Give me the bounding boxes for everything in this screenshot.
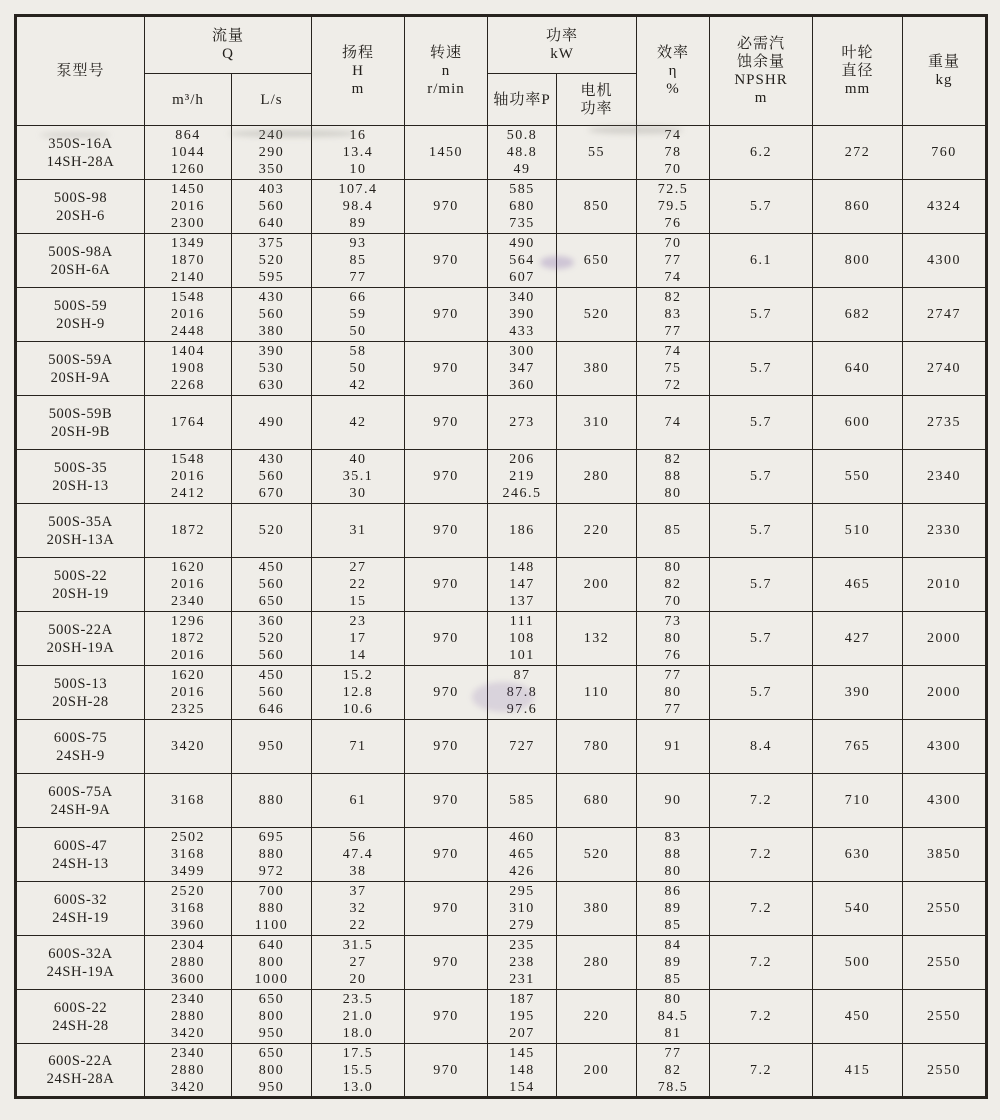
cell-flow-ls: 450 560 650 <box>232 558 312 612</box>
cell-shaft-power: 87 87.8 97.6 <box>488 666 557 720</box>
cell-impeller-diameter: 640 <box>813 342 903 396</box>
cell-impeller-diameter: 510 <box>813 504 903 558</box>
header-label: 泵型号 <box>56 63 105 79</box>
cell-flow-m3h: 2340 2880 3420 <box>145 990 232 1044</box>
cell-npshr: 7.2 <box>710 882 813 936</box>
header-flow-m3h <box>145 74 232 126</box>
cell-efficiency: 91 <box>637 720 710 774</box>
cell-weight: 2000 <box>903 666 987 720</box>
header-label: mm <box>844 81 871 97</box>
cell-efficiency: 83 88 80 <box>637 828 710 882</box>
cell-speed: 970 <box>405 990 488 1044</box>
cell-motor-power: 280 <box>557 936 637 990</box>
header-label: Q <box>222 46 234 62</box>
cell-shaft-power: 273 <box>488 396 557 450</box>
pump-table-body <box>16 126 987 1098</box>
header-label: 扬程 <box>342 45 375 61</box>
cell-npshr: 6.1 <box>710 234 813 288</box>
header-label: n <box>441 63 451 79</box>
table-row <box>16 396 987 450</box>
cell-weight: 2550 <box>903 990 987 1044</box>
cell-impeller-diameter: 415 <box>813 1044 903 1098</box>
cell-shaft-power: 585 680 735 <box>488 180 557 234</box>
table-row <box>16 936 987 990</box>
cell-weight: 2340 <box>903 450 987 504</box>
cell-flow-m3h: 1404 1908 2268 <box>145 342 232 396</box>
cell-flow-m3h: 3168 <box>145 774 232 828</box>
cell-flow-ls: 430 560 670 <box>232 450 312 504</box>
header-label: kW <box>550 46 574 62</box>
cell-head: 23.5 21.0 18.0 <box>312 990 405 1044</box>
cell-flow-m3h: 864 1044 1260 <box>145 126 232 180</box>
cell-motor-power: 200 <box>557 558 637 612</box>
header-label: H <box>352 63 364 79</box>
cell-motor-power: 520 <box>557 288 637 342</box>
table-row <box>16 288 987 342</box>
cell-flow-m3h: 1872 <box>145 504 232 558</box>
table-row <box>16 504 987 558</box>
cell-pump-model: 600S-47 24SH-13 <box>16 828 145 882</box>
cell-weight: 3850 <box>903 828 987 882</box>
cell-weight: 2010 <box>903 558 987 612</box>
cell-npshr: 7.2 <box>710 828 813 882</box>
cell-motor-power: 220 <box>557 504 637 558</box>
cell-pump-model: 600S-32 24SH-19 <box>16 882 145 936</box>
cell-head: 71 <box>312 720 405 774</box>
table-row <box>16 882 987 936</box>
cell-head: 31 <box>312 504 405 558</box>
cell-impeller-diameter: 682 <box>813 288 903 342</box>
header-label: 功率 <box>546 28 579 44</box>
header-label: L/s <box>260 91 283 108</box>
cell-shaft-power: 340 390 433 <box>488 288 557 342</box>
cell-speed: 970 <box>405 882 488 936</box>
cell-head: 23 17 14 <box>312 612 405 666</box>
cell-weight: 4300 <box>903 774 987 828</box>
cell-flow-ls: 650 800 950 <box>232 1044 312 1098</box>
header-impeller-diameter <box>813 16 903 126</box>
cell-speed: 970 <box>405 774 488 828</box>
table-row <box>16 450 987 504</box>
cell-shaft-power: 187 195 207 <box>488 990 557 1044</box>
cell-motor-power: 380 <box>557 882 637 936</box>
header-label: 电机 <box>580 82 613 99</box>
cell-impeller-diameter: 765 <box>813 720 903 774</box>
header-flow-ls <box>232 74 312 126</box>
cell-flow-ls: 650 800 950 <box>232 990 312 1044</box>
cell-flow-m3h: 2520 3168 3960 <box>145 882 232 936</box>
cell-head: 107.4 98.4 89 <box>312 180 405 234</box>
cell-flow-m3h: 2340 2880 3420 <box>145 1044 232 1098</box>
cell-flow-ls: 695 880 972 <box>232 828 312 882</box>
header-label: 重量 <box>928 54 961 70</box>
cell-speed: 970 <box>405 558 488 612</box>
header-pump-model <box>16 16 145 126</box>
cell-weight: 4300 <box>903 234 987 288</box>
cell-pump-model: 600S-22A 24SH-28A <box>16 1044 145 1098</box>
cell-flow-ls: 390 530 630 <box>232 342 312 396</box>
table-row <box>16 126 987 180</box>
cell-pump-model: 500S-59A 20SH-9A <box>16 342 145 396</box>
cell-weight: 2550 <box>903 936 987 990</box>
header-label: NPSHR <box>734 72 788 88</box>
cell-flow-ls: 950 <box>232 720 312 774</box>
cell-shaft-power: 727 <box>488 720 557 774</box>
cell-head: 15.2 12.8 10.6 <box>312 666 405 720</box>
cell-flow-ls: 240 290 350 <box>232 126 312 180</box>
cell-shaft-power: 145 148 154 <box>488 1044 557 1098</box>
cell-speed: 970 <box>405 666 488 720</box>
cell-speed: 970 <box>405 342 488 396</box>
table-header <box>16 16 987 126</box>
cell-speed: 970 <box>405 612 488 666</box>
cell-shaft-power: 460 465 426 <box>488 828 557 882</box>
table-row <box>16 612 987 666</box>
header-label: m <box>351 81 365 97</box>
header-label: r/min <box>427 81 465 97</box>
header-label: 流量 <box>212 28 245 44</box>
cell-head: 56 47.4 38 <box>312 828 405 882</box>
cell-npshr: 7.2 <box>710 1044 813 1098</box>
cell-pump-model: 600S-22 24SH-28 <box>16 990 145 1044</box>
cell-efficiency: 77 82 78.5 <box>637 1044 710 1098</box>
cell-head: 61 <box>312 774 405 828</box>
cell-impeller-diameter: 630 <box>813 828 903 882</box>
cell-flow-ls: 375 520 595 <box>232 234 312 288</box>
cell-flow-m3h: 3420 <box>145 720 232 774</box>
cell-flow-m3h: 1349 1870 2140 <box>145 234 232 288</box>
cell-flow-m3h: 1764 <box>145 396 232 450</box>
cell-efficiency: 72.5 79.5 76 <box>637 180 710 234</box>
cell-pump-model: 500S-59 20SH-9 <box>16 288 145 342</box>
cell-impeller-diameter: 450 <box>813 990 903 1044</box>
cell-efficiency: 84 89 85 <box>637 936 710 990</box>
cell-efficiency: 74 78 70 <box>637 126 710 180</box>
cell-flow-m3h: 1548 2016 2412 <box>145 450 232 504</box>
header-label: 效率 <box>657 45 690 61</box>
cell-impeller-diameter: 540 <box>813 882 903 936</box>
cell-flow-ls: 520 <box>232 504 312 558</box>
table-row <box>16 558 987 612</box>
cell-head: 42 <box>312 396 405 450</box>
cell-shaft-power: 585 <box>488 774 557 828</box>
cell-efficiency: 82 83 77 <box>637 288 710 342</box>
cell-flow-ls: 700 880 1100 <box>232 882 312 936</box>
cell-motor-power: 380 <box>557 342 637 396</box>
cell-npshr: 7.2 <box>710 774 813 828</box>
cell-pump-model: 500S-13 20SH-28 <box>16 666 145 720</box>
cell-motor-power: 110 <box>557 666 637 720</box>
cell-motor-power: 780 <box>557 720 637 774</box>
header-label: 功率 <box>580 100 613 117</box>
cell-flow-ls: 490 <box>232 396 312 450</box>
cell-efficiency: 74 <box>637 396 710 450</box>
cell-flow-ls: 430 560 380 <box>232 288 312 342</box>
table-row <box>16 1044 987 1098</box>
cell-head: 93 85 77 <box>312 234 405 288</box>
cell-npshr: 6.2 <box>710 126 813 180</box>
cell-npshr: 5.7 <box>710 342 813 396</box>
cell-flow-m3h: 1548 2016 2448 <box>145 288 232 342</box>
cell-speed: 970 <box>405 720 488 774</box>
cell-npshr: 7.2 <box>710 990 813 1044</box>
cell-flow-m3h: 1450 2016 2300 <box>145 180 232 234</box>
header-label: 转速 <box>430 45 463 61</box>
cell-speed: 970 <box>405 1044 488 1098</box>
cell-speed: 970 <box>405 936 488 990</box>
cell-pump-model: 500S-22 20SH-19 <box>16 558 145 612</box>
cell-efficiency: 86 89 85 <box>637 882 710 936</box>
cell-shaft-power: 300 347 360 <box>488 342 557 396</box>
header-efficiency <box>637 16 710 126</box>
cell-npshr: 5.7 <box>710 558 813 612</box>
cell-speed: 970 <box>405 396 488 450</box>
cell-impeller-diameter: 427 <box>813 612 903 666</box>
cell-pump-model: 500S-22A 20SH-19A <box>16 612 145 666</box>
cell-efficiency: 80 84.5 81 <box>637 990 710 1044</box>
cell-shaft-power: 186 <box>488 504 557 558</box>
cell-head: 16 13.4 10 <box>312 126 405 180</box>
cell-efficiency: 85 <box>637 504 710 558</box>
header-speed <box>405 16 488 126</box>
cell-weight: 760 <box>903 126 987 180</box>
cell-flow-ls: 450 560 646 <box>232 666 312 720</box>
header-flow <box>145 16 312 74</box>
cell-flow-ls: 360 520 560 <box>232 612 312 666</box>
cell-npshr: 5.7 <box>710 180 813 234</box>
cell-impeller-diameter: 710 <box>813 774 903 828</box>
cell-npshr: 5.7 <box>710 288 813 342</box>
table-row <box>16 774 987 828</box>
header-label: 叶轮 <box>841 45 874 61</box>
cell-efficiency: 73 80 76 <box>637 612 710 666</box>
cell-motor-power: 280 <box>557 450 637 504</box>
cell-shaft-power: 148 147 137 <box>488 558 557 612</box>
cell-speed: 970 <box>405 288 488 342</box>
cell-motor-power: 680 <box>557 774 637 828</box>
cell-speed: 970 <box>405 180 488 234</box>
cell-flow-m3h: 2304 2880 3600 <box>145 936 232 990</box>
table-row <box>16 720 987 774</box>
cell-pump-model: 500S-98 20SH-6 <box>16 180 145 234</box>
header-shaft-power <box>488 74 557 126</box>
cell-pump-model: 600S-75 24SH-9 <box>16 720 145 774</box>
header-label: η <box>668 63 678 79</box>
cell-efficiency: 82 88 80 <box>637 450 710 504</box>
cell-weight: 2747 <box>903 288 987 342</box>
cell-head: 40 35.1 30 <box>312 450 405 504</box>
cell-head: 58 50 42 <box>312 342 405 396</box>
cell-npshr: 8.4 <box>710 720 813 774</box>
cell-efficiency: 74 75 72 <box>637 342 710 396</box>
cell-weight: 2550 <box>903 1044 987 1098</box>
table-row <box>16 666 987 720</box>
cell-flow-m3h: 1620 2016 2325 <box>145 666 232 720</box>
cell-motor-power: 650 <box>557 234 637 288</box>
cell-speed: 970 <box>405 450 488 504</box>
cell-motor-power: 220 <box>557 990 637 1044</box>
cell-head: 37 32 22 <box>312 882 405 936</box>
cell-shaft-power: 206 219 246.5 <box>488 450 557 504</box>
cell-shaft-power: 490 564 607 <box>488 234 557 288</box>
cell-speed: 970 <box>405 234 488 288</box>
header-label: m³/h <box>172 91 204 108</box>
cell-head: 17.5 15.5 13.0 <box>312 1044 405 1098</box>
header-label: m <box>754 90 768 106</box>
cell-npshr: 7.2 <box>710 936 813 990</box>
cell-head: 66 59 50 <box>312 288 405 342</box>
cell-impeller-diameter: 272 <box>813 126 903 180</box>
cell-motor-power: 132 <box>557 612 637 666</box>
header-label: % <box>666 81 680 97</box>
pump-spec-table <box>14 14 988 1099</box>
cell-flow-ls: 880 <box>232 774 312 828</box>
cell-weight: 2550 <box>903 882 987 936</box>
cell-pump-model: 500S-35A 20SH-13A <box>16 504 145 558</box>
cell-weight: 4324 <box>903 180 987 234</box>
cell-flow-m3h: 1296 1872 2016 <box>145 612 232 666</box>
cell-speed: 970 <box>405 504 488 558</box>
cell-npshr: 5.7 <box>710 612 813 666</box>
table-row <box>16 828 987 882</box>
cell-npshr: 5.7 <box>710 450 813 504</box>
cell-efficiency: 80 82 70 <box>637 558 710 612</box>
cell-efficiency: 90 <box>637 774 710 828</box>
header-label: 蚀余量 <box>737 54 786 70</box>
cell-pump-model: 500S-59B 20SH-9B <box>16 396 145 450</box>
cell-head: 31.5 27 20 <box>312 936 405 990</box>
table-row <box>16 990 987 1044</box>
cell-shaft-power: 111 108 101 <box>488 612 557 666</box>
cell-pump-model: 500S-98A 20SH-6A <box>16 234 145 288</box>
cell-impeller-diameter: 860 <box>813 180 903 234</box>
cell-pump-model: 600S-75A 24SH-9A <box>16 774 145 828</box>
cell-flow-ls: 403 560 640 <box>232 180 312 234</box>
cell-impeller-diameter: 600 <box>813 396 903 450</box>
cell-impeller-diameter: 390 <box>813 666 903 720</box>
cell-pump-model: 350S-16A 14SH-28A <box>16 126 145 180</box>
cell-shaft-power: 235 238 231 <box>488 936 557 990</box>
cell-efficiency: 70 77 74 <box>637 234 710 288</box>
cell-motor-power: 55 <box>557 126 637 180</box>
table-row <box>16 234 987 288</box>
header-motor-power <box>557 74 637 126</box>
cell-flow-ls: 640 800 1000 <box>232 936 312 990</box>
header-weight <box>903 16 987 126</box>
header-label: 轴功率P <box>493 91 551 108</box>
cell-motor-power: 310 <box>557 396 637 450</box>
cell-motor-power: 850 <box>557 180 637 234</box>
cell-motor-power: 200 <box>557 1044 637 1098</box>
header-npshr <box>710 16 813 126</box>
cell-speed: 970 <box>405 828 488 882</box>
cell-head: 27 22 15 <box>312 558 405 612</box>
cell-weight: 2735 <box>903 396 987 450</box>
cell-weight: 4300 <box>903 720 987 774</box>
cell-shaft-power: 50.8 48.8 49 <box>488 126 557 180</box>
cell-npshr: 5.7 <box>710 396 813 450</box>
header-label: 必需汽 <box>737 36 786 52</box>
cell-shaft-power: 295 310 279 <box>488 882 557 936</box>
cell-impeller-diameter: 550 <box>813 450 903 504</box>
cell-efficiency: 77 80 77 <box>637 666 710 720</box>
cell-pump-model: 500S-35 20SH-13 <box>16 450 145 504</box>
cell-motor-power: 520 <box>557 828 637 882</box>
cell-pump-model: 600S-32A 24SH-19A <box>16 936 145 990</box>
table-row <box>16 342 987 396</box>
header-head <box>312 16 405 126</box>
header-label: 直径 <box>841 63 874 79</box>
cell-impeller-diameter: 800 <box>813 234 903 288</box>
header-row-top <box>16 16 987 74</box>
header-power <box>488 16 637 74</box>
cell-weight: 2330 <box>903 504 987 558</box>
cell-npshr: 5.7 <box>710 504 813 558</box>
cell-speed: 1450 <box>405 126 488 180</box>
table-row <box>16 180 987 234</box>
cell-weight: 2740 <box>903 342 987 396</box>
cell-flow-m3h: 1620 2016 2340 <box>145 558 232 612</box>
cell-impeller-diameter: 465 <box>813 558 903 612</box>
cell-impeller-diameter: 500 <box>813 936 903 990</box>
header-label: kg <box>935 72 953 88</box>
cell-weight: 2000 <box>903 612 987 666</box>
cell-flow-m3h: 2502 3168 3499 <box>145 828 232 882</box>
cell-npshr: 5.7 <box>710 666 813 720</box>
